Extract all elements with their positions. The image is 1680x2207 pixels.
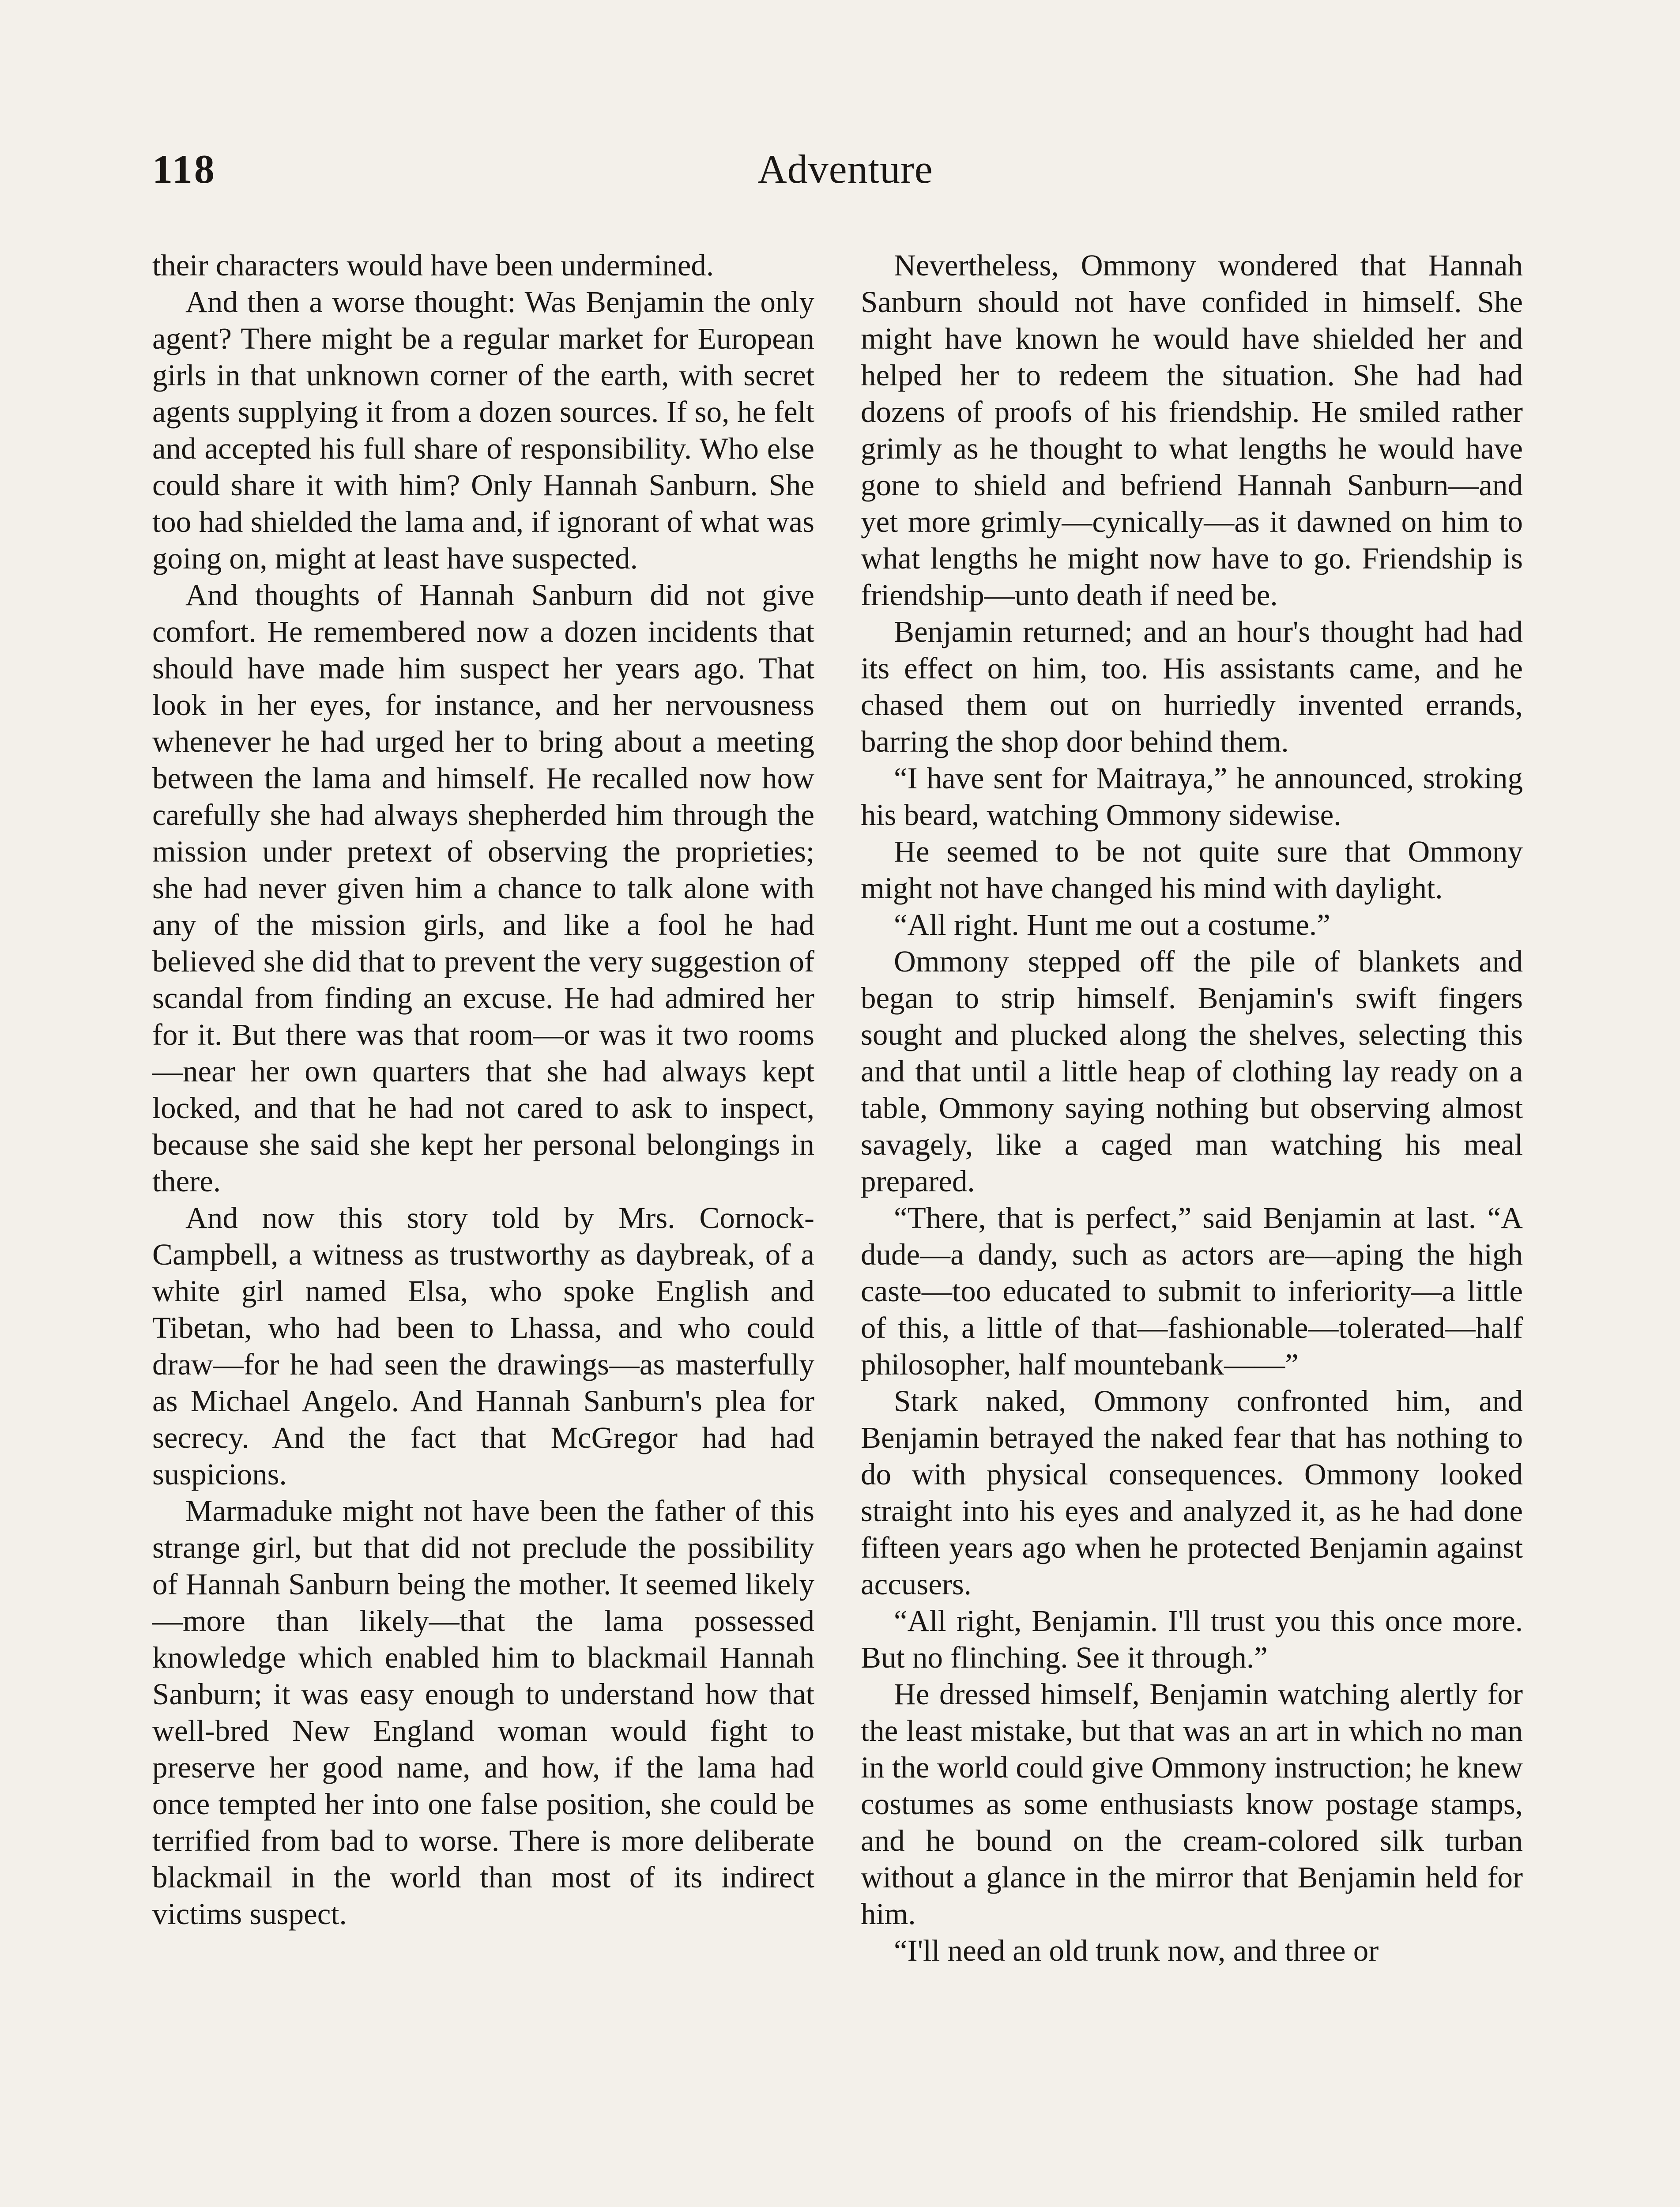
running-title: Adventure: [757, 147, 933, 192]
paragraph: Stark naked, Ommony confronted him, and Benjamin betrayed the naked fear that has nothing to do with physical consequences. Ommony looked straight into his eyes and analyzed it, as he had done fifteen years ago when he protected Benjamin against accusers.: [861, 1384, 1523, 1601]
paragraph: And now this story told by Mrs. Cornock-Campbell, a witness as trustworthy as daybreak, of a white girl named Elsa, who spoke English and Tibetan, who had been to Lhassa, and who could draw—for he had seen the drawings—as masterfully as Michael Angelo. And Hannah Sanburn's plea for secrecy. And the fact that McGregor had had suspicions.: [152, 1201, 814, 1491]
paragraph: Nevertheless, Ommony wondered that Hannah Sanburn should not have confided in himself. She might have known he would have shielded her and helped her to redeem the situation. She had had dozens of proofs of his friendship. He smiled rather grimly as he thought to what lengths he would have gone to shield and befriend Hannah Sanburn—and yet more grimly—cynically—as it dawned on him to what lengths he might now have to go. Friendship is friendship—unto death if need be.: [861, 249, 1523, 612]
paragraph: their characters would have been undermined.: [152, 249, 714, 282]
paragraph: And thoughts of Hannah Sanburn did not give comfort. He remembered now a dozen incidents that should have made him suspect her years ago. That look in her eyes, for instance, and her nervousness whenever he had urged her to bring about a meeting between the lama and himself. He recalled now how carefully she had always shepherded him through the mission under pretext of observing the proprieties; she had never given him a chance to talk alone with any of the mission girls, and like a fool he had believed she did that to prevent the very suggestion of scandal from finding an excuse. He had admired her for it. But there was that room—or was it two rooms—near her own quarters that she had always kept locked, and that he had not cared to ask to inspect, because she said she kept her personal belongings in there.: [152, 578, 814, 1198]
paragraph: Ommony stepped off the pile of blankets and began to strip himself. Benjamin's swift fingers sought and plucked along the shelves, selecting this and that until a little heap of clothing lay ready on a table, Ommony saying nothing but observing almost savagely, like a caged man watching his meal prepared.: [861, 945, 1523, 1198]
page-header: [152, 146, 1538, 212]
paragraph: “All right, Benjamin. I'll trust you this once more. But no flinching. See it through.”: [861, 1604, 1523, 1674]
paragraph: He seemed to be not quite sure that Ommony might not have changed his mind with daylight.: [861, 835, 1523, 905]
page-number: 118: [152, 147, 216, 192]
paragraph: He dressed himself, Benjamin watching alertly for the least mistake, but that was an art in which no man in the world could give Ommony instruction; he knew costumes as some enthusiasts know postage stamps, and he bound on the cream-colored silk turban without a glance in the mirror that Benjamin held for him.: [861, 1677, 1523, 1931]
paragraph: “There, that is perfect,” said Benjamin at last. “A dude—a dandy, such as actors are—aping the high caste—too educated to submit to inferiority—a little of this, a little of that—fashionable—tolerated—half philosopher, half mountebank——”: [861, 1201, 1523, 1381]
paragraph: Marmaduke might not have been the father of this strange girl, but that did not preclude the possibility of Hannah Sanburn being the mother. It seemed likely —more than likely—that the lama possessed knowledge which enabled him to blackmail Hannah Sanburn; it was easy enough to understand how that well-bred New England woman would fight to preserve her good name, and how, if the lama had once tempted her into one false position, she could be terrified from bad to worse. There is more deliberate blackmail in the world than most of its indirect victims suspect.: [152, 1494, 814, 1931]
paragraph: “All right. Hunt me out a costume.”: [894, 908, 1330, 942]
paragraph: Benjamin returned; and an hour's thought had had its effect on him, too. His assistants came, and he chased them out on hurriedly invented errands, barring the shop door behind them.: [861, 615, 1523, 758]
left-column: [152, 247, 814, 1932]
paragraph: “I'll need an old trunk now, and three or: [894, 1934, 1379, 1967]
paragraph: “I have sent for Maitraya,” he announced, stroking his beard, watching Ommony sidewise.: [861, 761, 1523, 832]
paragraph: And then a worse thought: Was Benjamin the only agent? There might be a regular market for European girls in that unknown corner of the earth, with secret agents supplying it from a dozen sources. If so, he felt and accepted his full share of responsibility. Who else could share it with him? Only Hannah Sanburn. She too had shielded the lama and, if ignorant of what was going on, might at least have suspected.: [152, 285, 814, 575]
right-column: [861, 247, 1523, 1969]
